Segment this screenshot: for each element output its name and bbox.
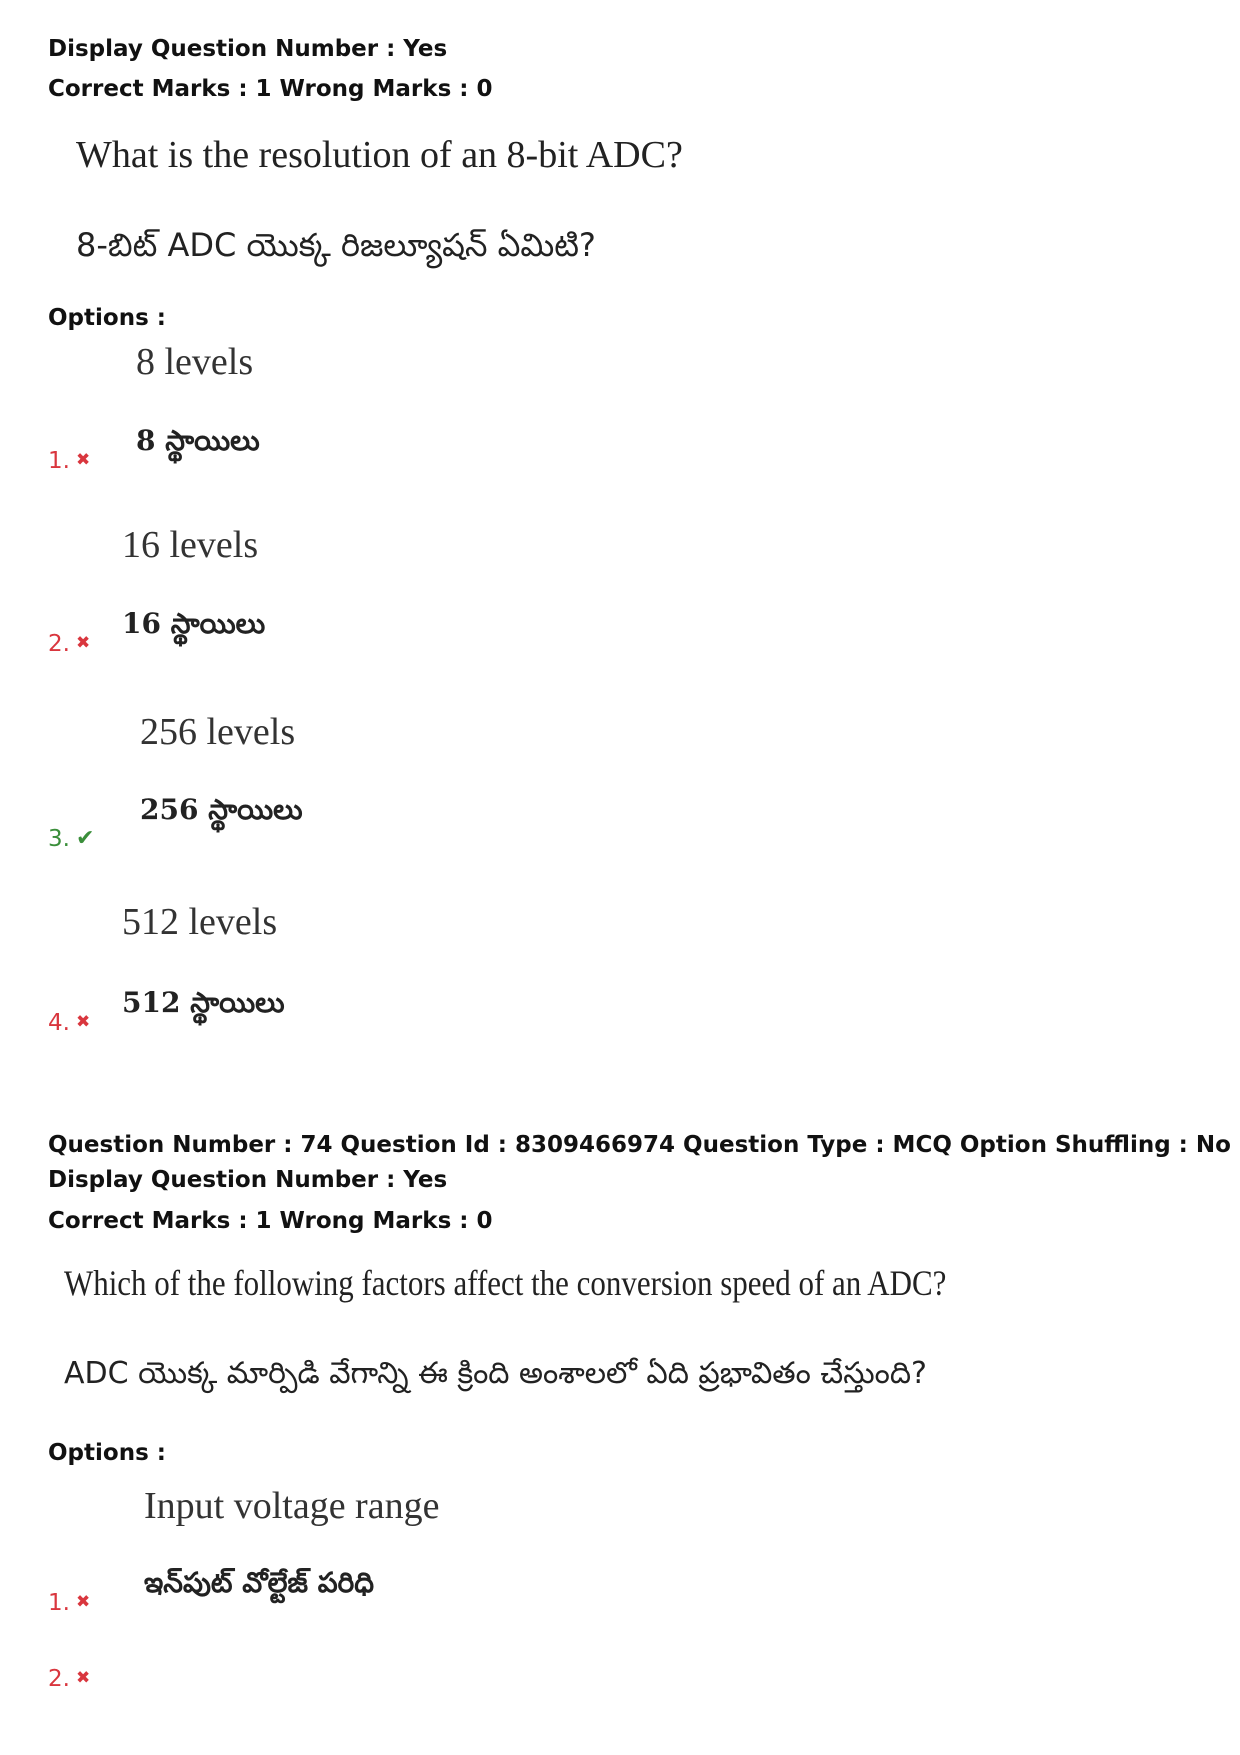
cross-icon: ✖ <box>75 1012 91 1032</box>
options-label: Options : <box>48 1440 166 1466</box>
option-text-te: 8 స్థాయిలు <box>136 424 260 457</box>
check-icon: ✔ <box>75 826 95 851</box>
option-text-te: 16 స్థాయిలు <box>122 607 266 640</box>
option-number-label: 1. <box>48 1590 70 1616</box>
option-number <box>48 448 90 474</box>
option-number-label: 2. <box>48 631 70 657</box>
option-number-label: 2. <box>48 1666 70 1692</box>
option-number <box>48 826 94 852</box>
option-number-label: 4. <box>48 1010 70 1036</box>
option-text-te: ఇన్‌పుట్ వోల్టేజ్ పరిధి <box>144 1566 375 1599</box>
cross-icon: ✖ <box>75 633 91 653</box>
question-header: Question Number : 74 Question Id : 8309466974 Question Type : MCQ Option Shuffling : No <box>48 1132 1231 1158</box>
display-question-number: Display Question Number : Yes <box>48 36 448 62</box>
option-number <box>48 1010 90 1036</box>
option-text-en: 16 levels <box>122 524 259 566</box>
marks-info: Correct Marks : 1 Wrong Marks : 0 <box>48 76 493 102</box>
option-text-en: Input voltage range <box>144 1485 440 1527</box>
question-text-te: ADC యొక్క మార్పిడి వేగాన్ని ఈ క్రింది అంశాలలో ఏది ప్రభావితం చేస్తుంది? <box>64 1356 927 1391</box>
question-text-en: What is the resolution of an 8-bit ADC? <box>76 134 683 176</box>
cross-icon: ✖ <box>75 1668 91 1688</box>
cross-icon: ✖ <box>75 1592 91 1612</box>
option-text-te: 512 స్థాయిలు <box>122 986 285 1019</box>
option-number <box>48 1666 90 1692</box>
question-text-en: Which of the following factors affect the conversion speed of an ADC? <box>64 1263 947 1303</box>
option-text-te: 256 స్థాయిలు <box>140 793 303 826</box>
option-text-en: 256 levels <box>140 711 296 753</box>
question-text-te: 8-బిట్ ADC యొక్క రిజల్యూషన్ ఏమిటి? <box>76 226 596 264</box>
option-number <box>48 1590 90 1616</box>
option-text-en: 512 levels <box>122 901 278 943</box>
option-number-label: 3. <box>48 826 70 852</box>
option-number-label: 1. <box>48 448 70 474</box>
marks-info: Correct Marks : 1 Wrong Marks : 0 <box>48 1208 493 1234</box>
option-text-en: 8 levels <box>136 341 254 383</box>
cross-icon: ✖ <box>75 450 91 470</box>
display-question-number: Display Question Number : Yes <box>48 1167 448 1193</box>
option-number <box>48 631 90 657</box>
options-label: Options : <box>48 305 166 331</box>
